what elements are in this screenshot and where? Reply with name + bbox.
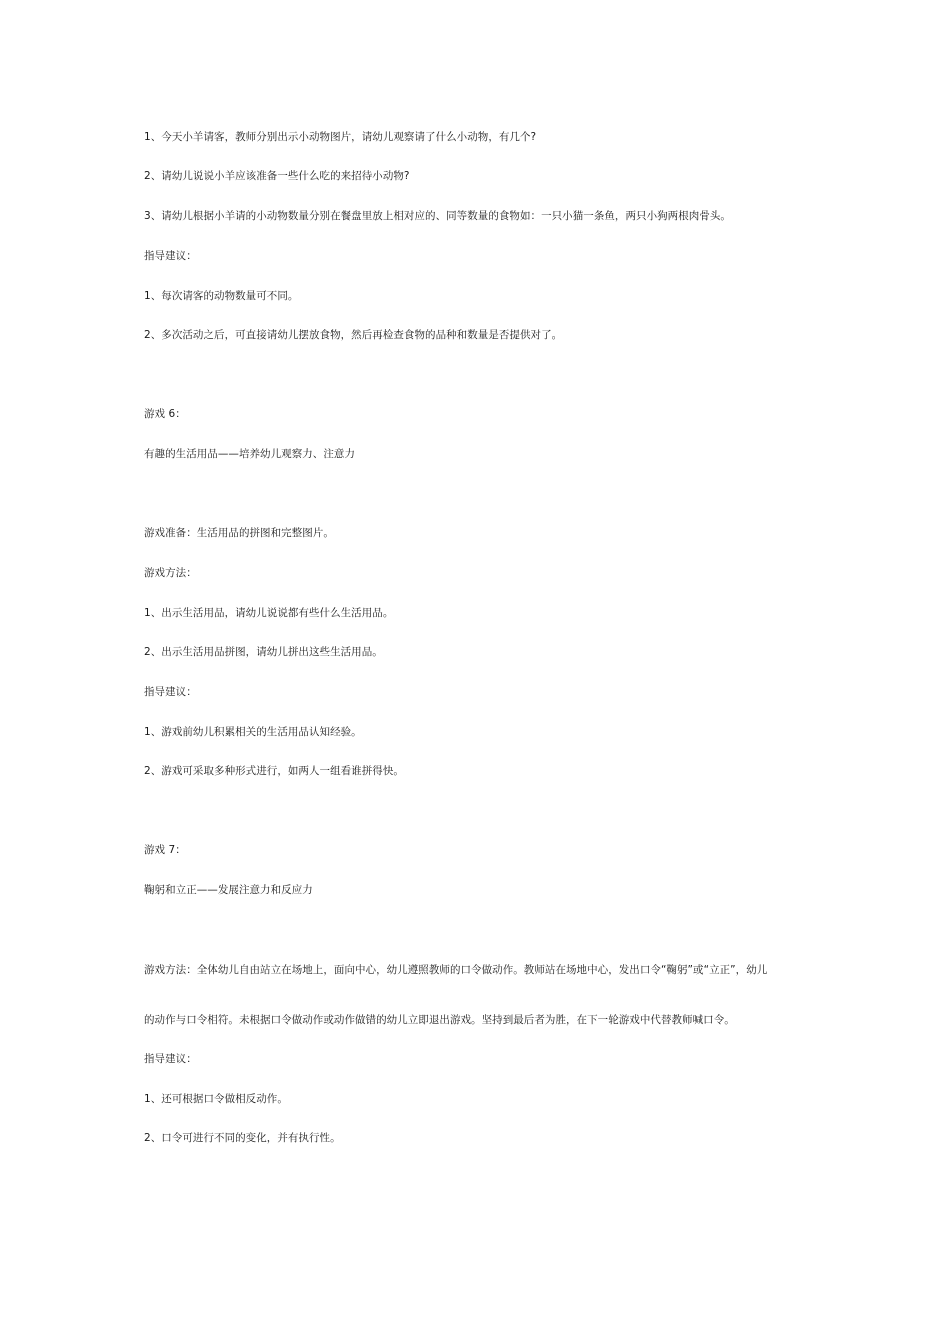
section-heading: 指导建议： <box>144 250 197 262</box>
paragraph-line: 游戏准备：生活用品的拼图和完整图片。 <box>144 527 334 539</box>
paragraph-line: 1、游戏前幼儿积累相关的生活用品认知经验。 <box>144 726 362 738</box>
section-heading: 指导建议： <box>144 1053 197 1065</box>
game-title: 游戏 7： <box>144 844 186 856</box>
paragraph-line: 2、请幼儿说说小羊应该准备一些什么吃的来招待小动物? <box>144 170 410 182</box>
paragraph-line: 2、口令可进行不同的变化，并有执行性。 <box>144 1132 341 1144</box>
paragraph-line: 2、游戏可采取多种形式进行，如两人一组看谁拼得快。 <box>144 765 404 777</box>
game-subtitle: 鞠躬和立正——发展注意力和反应力 <box>144 884 313 896</box>
game-title: 游戏 6： <box>144 408 186 420</box>
paragraph-line: 1、出示生活用品，请幼儿说说都有些什么生活用品。 <box>144 607 394 619</box>
paragraph-line: 3、请幼儿根据小羊请的小动物数量分别在餐盘里放上相对应的、同等数量的食物如：一只小猫一条鱼，两只小狗两根肉骨头。 <box>144 210 731 222</box>
paragraph-line: 2、多次活动之后，可直接请幼儿摆放食物，然后再检查食物的品种和数量是否提供对了。 <box>144 329 563 341</box>
paragraph-line: 1、每次请客的动物数量可不同。 <box>144 290 299 302</box>
paragraph-line: 的动作与口令相符。未根据口令做动作或动作做错的幼儿立即退出游戏。坚持到最后者为胜，在下一轮游戏中代替教师喊口令。 <box>144 1014 735 1026</box>
paragraph-line: 游戏方法：全体幼儿自由站立在场地上，面向中心，幼儿遵照教师的口令做动作。教师站在场地中心，发出口令“鞠躬”或“立正”，幼儿 <box>144 964 768 976</box>
section-heading: 游戏方法： <box>144 567 197 579</box>
paragraph-line: 1、今天小羊请客，教师分别出示小动物图片，请幼儿观察请了什么小动物，有几个? <box>144 131 537 143</box>
game-subtitle: 有趣的生活用品——培养幼儿观察力、注意力 <box>144 448 355 460</box>
paragraph-line: 2、出示生活用品拼图，请幼儿拼出这些生活用品。 <box>144 646 383 658</box>
section-heading: 指导建议： <box>144 686 197 698</box>
paragraph-line: 1、还可根据口令做相反动作。 <box>144 1093 288 1105</box>
